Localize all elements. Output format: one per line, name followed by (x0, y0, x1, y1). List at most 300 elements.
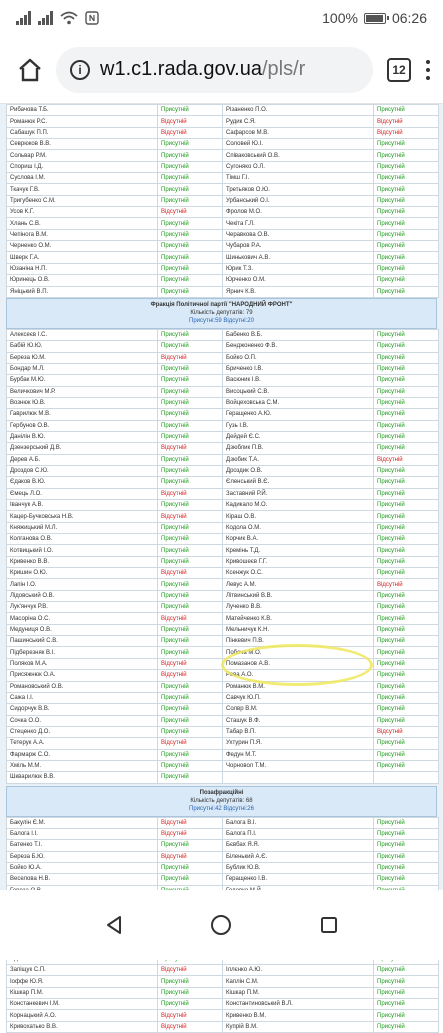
deputy-name: Лідовський О.В. (7, 591, 157, 601)
deputy-name: Спориш І.Д. (7, 162, 157, 172)
table-row (7, 150, 438, 160)
attendance-status: Відсутній (158, 965, 222, 975)
attendance-status: Присутній (374, 625, 438, 635)
attendance-status: Присутній (158, 421, 222, 431)
attendance-status: Присутній (158, 432, 222, 442)
deputy-name: Шинькович А.В. (223, 252, 373, 262)
attendance-status: Присутній (158, 330, 222, 340)
attendance-status: Присутній (374, 162, 438, 172)
table-row (7, 364, 438, 374)
deputy-name: Побоча М.О. (223, 647, 373, 657)
fraction-header-independent: Позафракційні Кількість депутатів: 68 Присутні:42 Відсутні:26 (6, 786, 437, 817)
deputy-name: Кішкар П.М. (223, 988, 373, 998)
attendance-status: Відсутній (374, 116, 438, 126)
table-row (7, 432, 438, 442)
deputy-name: Кацер-Бучковська Н.В. (7, 511, 157, 521)
attendance-status: Відсутній (158, 116, 222, 126)
attendance-status: Присутній (374, 443, 438, 453)
deputy-name: Левус А.М. (223, 579, 373, 589)
deputy-name: Сташук В.Ф. (223, 716, 373, 726)
deputy-name: Савчук Ю.П. (223, 693, 373, 703)
attendance-status: Відсутній (158, 207, 222, 217)
table-row (7, 670, 438, 680)
attendance-status: Відсутній (158, 670, 222, 680)
cell-signal-icon (16, 11, 31, 25)
attendance-status: Присутній (374, 761, 438, 771)
attendance-status: Присутній (374, 275, 438, 285)
attendance-status: Присутній (158, 716, 222, 726)
attendance-status: Відсутній (158, 1022, 222, 1032)
deputy-name: Медуниця О.В. (7, 625, 157, 635)
table-row (7, 704, 438, 714)
table-row (7, 772, 438, 782)
attendance-status: Присутній (158, 840, 222, 850)
fraction-header-people-front: Фракція Політичної партії "НАРОДНИЙ ФРОНТ" Кількість депутатів: 79 Присутні:59 Відсутні:20 (6, 298, 437, 329)
table-row (7, 500, 438, 510)
deputy-name: Підберезняк В.І. (7, 647, 157, 657)
table-row (7, 275, 438, 285)
deputy-name: Геращенко І.В. (223, 874, 373, 884)
deputy-name: Сольвар Р.М. (7, 150, 157, 160)
table-row (7, 443, 438, 453)
deputy-name: Сугоняко О.Л. (223, 162, 373, 172)
attendance-status: Відсутній (158, 489, 222, 499)
address-bar[interactable] (56, 47, 373, 93)
deputy-name: Ємець Л.О. (7, 489, 157, 499)
deputy-name: Табар В.П. (223, 727, 373, 737)
attendance-status: Присутній (158, 591, 222, 601)
attendance-status: Присутній (158, 693, 222, 703)
attendance-status: Присутній (374, 750, 438, 760)
table-row (7, 761, 438, 771)
deputy-name: Данілін В.Ю. (7, 432, 157, 442)
table-row (7, 477, 438, 487)
attendance-status: Присутній (158, 252, 222, 262)
deputy-name: Сафарсов М.В. (223, 128, 373, 138)
deputy-name: Запіщук С.П. (7, 965, 157, 975)
attendance-status: Присутній (374, 557, 438, 567)
table-row (7, 534, 438, 544)
attendance-status: Присутній (374, 693, 438, 703)
attendance-status: Присутній (374, 432, 438, 442)
attendance-status: Відсутній (158, 818, 222, 828)
table-row (7, 162, 438, 172)
deputy-name: Єдаков В.Ю. (7, 477, 157, 487)
attendance-status: Відсутній (158, 1010, 222, 1020)
attendance-status: Відсутній (158, 511, 222, 521)
deputy-name: Береза Б.Ю. (7, 852, 157, 862)
cell-signal-2-icon (38, 11, 53, 25)
table-row (7, 716, 438, 726)
deputy-name: Юрченко О.М. (223, 275, 373, 285)
attendance-status: Відсутній (158, 443, 222, 453)
attendance-status: Присутній (158, 874, 222, 884)
deputy-name: Бойко Ю.А. (7, 863, 157, 873)
deputy-name: Іоффе Ю.Я. (7, 976, 157, 986)
attendance-status: Присутній (374, 398, 438, 408)
attendance-status (374, 772, 438, 782)
deputy-name: Юзаніна Н.П. (7, 264, 157, 274)
deputy-name: Гузь І.В. (223, 421, 373, 431)
deputy-name: Мельничук К.Н. (223, 625, 373, 635)
attendance-status: Присутній (374, 264, 438, 274)
deputy-name: Юринець О.В. (7, 275, 157, 285)
deputy-name: Третьяков О.Ю. (223, 184, 373, 194)
deputy-name: Севрюков В.В. (7, 139, 157, 149)
deputy-name: Поляков М.А. (7, 659, 157, 669)
table-row (7, 398, 438, 408)
attendance-status: Присутній (158, 196, 222, 206)
table-row (7, 874, 438, 884)
deputy-name: Тетерук А.А. (7, 738, 157, 748)
recents-button[interactable] (309, 905, 349, 945)
attendance-status: Присутній (374, 489, 438, 499)
attendance-status: Присутній (158, 162, 222, 172)
attendance-status: Присутній (374, 863, 438, 873)
attendance-status: Присутній (374, 976, 438, 986)
table-row (7, 139, 438, 149)
deputy-name: Федун М.Т. (223, 750, 373, 760)
table-row (7, 218, 438, 228)
attendance-status: Присутній (158, 287, 222, 297)
attendance-status: Відсутній (158, 738, 222, 748)
attendance-status: Присутній (158, 139, 222, 149)
deputy-name: Геращенко А.Ю. (223, 409, 373, 419)
attendance-status: Присутній (158, 105, 222, 115)
deputy-name: Войцеховська С.М. (223, 398, 373, 408)
deputy-name: Сабашук П.П. (7, 128, 157, 138)
table-row (7, 116, 438, 126)
attendance-status: Присутній (374, 591, 438, 601)
clock: 06:26 (391, 10, 427, 26)
attendance-status: Присутній (374, 568, 438, 578)
table-row (7, 727, 438, 737)
table-row (7, 387, 438, 397)
attendance-status: Присутній (374, 287, 438, 297)
attendance-status: Відсутній (158, 613, 222, 623)
deputy-name: Хміль М.М. (7, 761, 157, 771)
deputy-name: Березa Ю.М. (7, 353, 157, 363)
table-row (7, 409, 438, 419)
deputy-name: Фролов М.О. (223, 207, 373, 217)
attendance-status: Присутній (158, 523, 222, 533)
deputy-name: Кадикало М.О. (223, 500, 373, 510)
nfc-icon (85, 11, 99, 25)
deputy-name: Гаврилюк М.В. (7, 409, 157, 419)
attendance-status: Присутній (158, 976, 222, 986)
table-row (7, 330, 438, 340)
deputy-name: Матейченко К.В. (223, 613, 373, 623)
android-status-bar (0, 0, 443, 36)
table-row (7, 682, 438, 692)
attendance-status: Присутній (374, 466, 438, 476)
table-row (7, 636, 438, 646)
deputy-name: Юрик Т.З. (223, 264, 373, 274)
attendance-status: Присутній (374, 230, 438, 240)
attendance-status: Присутній (158, 704, 222, 714)
attendance-status: Присутній (374, 716, 438, 726)
attendance-status: Присутній (158, 477, 222, 487)
deputy-name (223, 772, 373, 782)
deputy-name: Усов К.Г. (7, 207, 157, 217)
deputy-name: Біленький А.Є. (223, 852, 373, 862)
info-icon[interactable]: i (70, 60, 90, 80)
deputy-name: Дзюблик П.В. (223, 443, 373, 453)
deputy-name: Котвицький І.О. (7, 545, 157, 555)
attendance-status: Присутній (374, 647, 438, 657)
attendance-status: Присутній (374, 139, 438, 149)
attendance-status: Присутній (158, 230, 222, 240)
table-row (7, 976, 438, 986)
attendance-status: Присутній (374, 477, 438, 487)
attendance-status: Відсутній (374, 128, 438, 138)
attendance-status: Присутній (374, 218, 438, 228)
attendance-status: Присутній (158, 150, 222, 160)
deputy-name: Шкварилюк В.В. (7, 772, 157, 782)
deputy-name: Сидорчук В.В. (7, 704, 157, 714)
deputy-name: Кривошеєв Г.Г. (223, 557, 373, 567)
deputy-name: Дейдей Є.С. (223, 432, 373, 442)
attendance-status: Присутній (374, 704, 438, 714)
back-button[interactable] (94, 905, 134, 945)
deputy-name: Дзюбик Т.А. (223, 455, 373, 465)
table-row (7, 545, 438, 555)
table-row (7, 207, 438, 217)
android-nav-bar (0, 890, 443, 960)
deputy-name: Пінкевич П.В. (223, 636, 373, 646)
attendance-status: Присутній (158, 625, 222, 635)
attendance-status: Присутній (158, 999, 222, 1009)
tabs-icon[interactable]: 12 (387, 58, 411, 82)
table-row (7, 965, 438, 975)
deputy-name: Чепінога В.М. (7, 230, 157, 240)
table-row (7, 230, 438, 240)
deputy-name: Суслова І.М. (7, 173, 157, 183)
deputy-name: Величкович М.Р. (7, 387, 157, 397)
attendance-status: Присутній (374, 613, 438, 623)
deputy-name: Купрій В.М. (223, 1022, 373, 1032)
table-row (7, 988, 438, 998)
attendance-status: Присутній (158, 264, 222, 274)
deputies-table-1 (6, 104, 439, 298)
attendance-status: Присутній (158, 500, 222, 510)
deputy-name: Балога І.І. (7, 829, 157, 839)
deputy-name: Кривенко В.В. (7, 557, 157, 567)
home-icon (17, 57, 43, 83)
table-row (7, 613, 438, 623)
table-row (7, 128, 438, 138)
attendance-status: Присутній (158, 750, 222, 760)
deputy-name: Черненко О.М. (7, 241, 157, 251)
attendance-status: Присутній (158, 863, 222, 873)
attendance-status: Присутній (158, 409, 222, 419)
attendance-status: Присутній (374, 636, 438, 646)
table-row (7, 818, 438, 828)
attendance-status: Відсутній (158, 852, 222, 862)
table-row (7, 523, 438, 533)
deputy-name: Сочка О.О. (7, 716, 157, 726)
attendance-status: Присутній (374, 545, 438, 555)
deputy-name: Масорiна О.С. (7, 613, 157, 623)
attendance-status: Присутній (374, 173, 438, 183)
attendance-status: Присутній (158, 173, 222, 183)
deputy-name: Чорновол Т.М. (223, 761, 373, 771)
deputy-name: Єленський В.Є. (223, 477, 373, 487)
more-vert-icon[interactable] (423, 60, 433, 80)
deputy-name: Соловей Ю.І. (223, 139, 373, 149)
deputy-name: Княжицький М.Л. (7, 523, 157, 533)
attendance-status: Відсутній (158, 353, 222, 363)
deputy-name: Веселова Н.В. (7, 874, 157, 884)
deputy-name: Колганова О.В. (7, 534, 157, 544)
home-circle-icon (209, 913, 233, 937)
attendance-status: Присутній (374, 738, 438, 748)
table-row (7, 421, 438, 431)
table-row (7, 852, 438, 862)
deputy-name: Бабій Ю.Ю. (7, 341, 157, 351)
deputy-name: Лапін І.О. (7, 579, 157, 589)
table-row (7, 264, 438, 274)
attendance-status: Присутній (374, 150, 438, 160)
deputy-name: Рудик С.Я. (223, 116, 373, 126)
deputy-name: Кришин О.Ю. (7, 568, 157, 578)
deputy-name: Кривенко В.М. (223, 1010, 373, 1020)
table-row (7, 196, 438, 206)
deputy-name: Дроздик О.В. (223, 466, 373, 476)
attendance-status: Присутній (158, 275, 222, 285)
deputy-name: Тригубенко С.М. (7, 196, 157, 206)
table-row (7, 557, 438, 567)
attendance-status: Присутній (158, 466, 222, 476)
attendance-status: Присутній (158, 647, 222, 657)
table-row (7, 105, 438, 115)
attendance-status: Присутній (374, 1022, 438, 1032)
attendance-status: Присутній (158, 545, 222, 555)
attendance-status: Присутній (158, 218, 222, 228)
attendance-status: Присутній (158, 455, 222, 465)
wifi-icon (60, 11, 78, 25)
deputy-name: Лученко В.В. (223, 602, 373, 612)
url-text[interactable]: w1.c1.rada.gov.ua/pls/r (100, 58, 306, 80)
deputy-name: Романовський О.В. (7, 682, 157, 692)
deputies-table-2 (6, 329, 439, 784)
attendance-status: Присутній (374, 353, 438, 363)
table-row (7, 375, 438, 385)
table-row (7, 341, 438, 351)
deputy-name: Константиновський В.Л. (223, 999, 373, 1009)
attendance-status: Присутній (374, 659, 438, 669)
attendance-status: Присутній (158, 557, 222, 567)
deputy-name: Хлань С.В. (7, 218, 157, 228)
attendance-status: Відсутній (374, 727, 438, 737)
deputy-name: Пашинський С.В. (7, 636, 157, 646)
table-row (7, 287, 438, 297)
deputy-name: Романюк В.М. (223, 682, 373, 692)
attendance-status: Присутній (374, 852, 438, 862)
deputy-name: Ткачук Г.В. (7, 184, 157, 194)
attendance-status: Присутній (158, 241, 222, 251)
attendance-status: Відсутній (158, 829, 222, 839)
deputy-name: Яніцький В.П. (7, 287, 157, 297)
table-row (7, 829, 438, 839)
attendance-status: Присутній (374, 252, 438, 262)
deputy-name: Корчик В.А. (223, 534, 373, 544)
table-row (7, 999, 438, 1009)
deputy-name: Бєвбах Я.Я. (223, 840, 373, 850)
attendance-status: Присутній (374, 999, 438, 1009)
deputy-name: Черавкова О.В. (223, 230, 373, 240)
attendance-status: Присутній (374, 330, 438, 340)
attendance-status: Відсутній (158, 659, 222, 669)
deputy-name: Кодола О.М. (223, 523, 373, 533)
recents-icon (319, 915, 339, 935)
attendance-status: Присутній (374, 184, 438, 194)
deputy-name: Ксенжук О.С. (223, 568, 373, 578)
table-row (7, 466, 438, 476)
attendance-status: Присутній (158, 761, 222, 771)
attendance-status: Відсутній (374, 579, 438, 589)
attendance-status: Присутній (374, 500, 438, 510)
deputy-name: Лук'янчук Р.В. (7, 602, 157, 612)
browser-toolbar (0, 36, 443, 104)
deputy-name: Урбанський О.І. (223, 196, 373, 206)
deputy-name: Помазанов А.В. (223, 659, 373, 669)
deputy-name: Корнацький А.О. (7, 1010, 157, 1020)
attendance-status: Присутній (374, 241, 438, 251)
attendance-status: Присутній (374, 207, 438, 217)
home-button[interactable] (10, 50, 50, 90)
table-row (7, 489, 438, 499)
attendance-status: Присутній (374, 1010, 438, 1020)
attendance-status: Відсутній (374, 455, 438, 465)
attendance-status: Присутній (374, 818, 438, 828)
table-row (7, 511, 438, 521)
deputy-name: Бенджоненко Ф.В. (223, 341, 373, 351)
table-row (7, 625, 438, 635)
table-row (7, 184, 438, 194)
attendance-status: Присутній (158, 364, 222, 374)
deputy-name: Чубаров Р.А. (223, 241, 373, 251)
table-row (7, 738, 438, 748)
deputy-name: Висоцький С.В. (223, 387, 373, 397)
table-row (7, 840, 438, 850)
home-nav-button[interactable] (201, 905, 241, 945)
deputy-name: Бриченко І.В. (223, 364, 373, 374)
deputy-name: Вознюк Ю.В. (7, 398, 157, 408)
attendance-status: Присутній (374, 534, 438, 544)
battery-icon (364, 13, 386, 24)
attendance-status: Присутній (374, 988, 438, 998)
page-content (0, 104, 443, 1030)
attendance-status: Присутній (374, 375, 438, 385)
attendance-status: Присутній (374, 965, 438, 975)
attendance-status: Присутній (158, 375, 222, 385)
attendance-status: Присутній (374, 105, 438, 115)
attendance-status: Присутній (158, 727, 222, 737)
attendance-status: Присутній (374, 840, 438, 850)
deputy-name: Ярнич К.В. (223, 287, 373, 297)
deputy-name: Заставний Р.Й. (223, 489, 373, 499)
attendance-status: Відсутній (158, 568, 222, 578)
deputy-name: Бублик Ю.В. (223, 863, 373, 873)
attendance-status: Присутній (374, 602, 438, 612)
deputy-name: Фармарж С.О. (7, 750, 157, 760)
attendance-status: Присутній (374, 523, 438, 533)
table-row (7, 693, 438, 703)
deputy-name: Батенко Т.І. (7, 840, 157, 850)
attendance-status: Присутній (158, 387, 222, 397)
deputy-name: Васюник І.В. (223, 375, 373, 385)
